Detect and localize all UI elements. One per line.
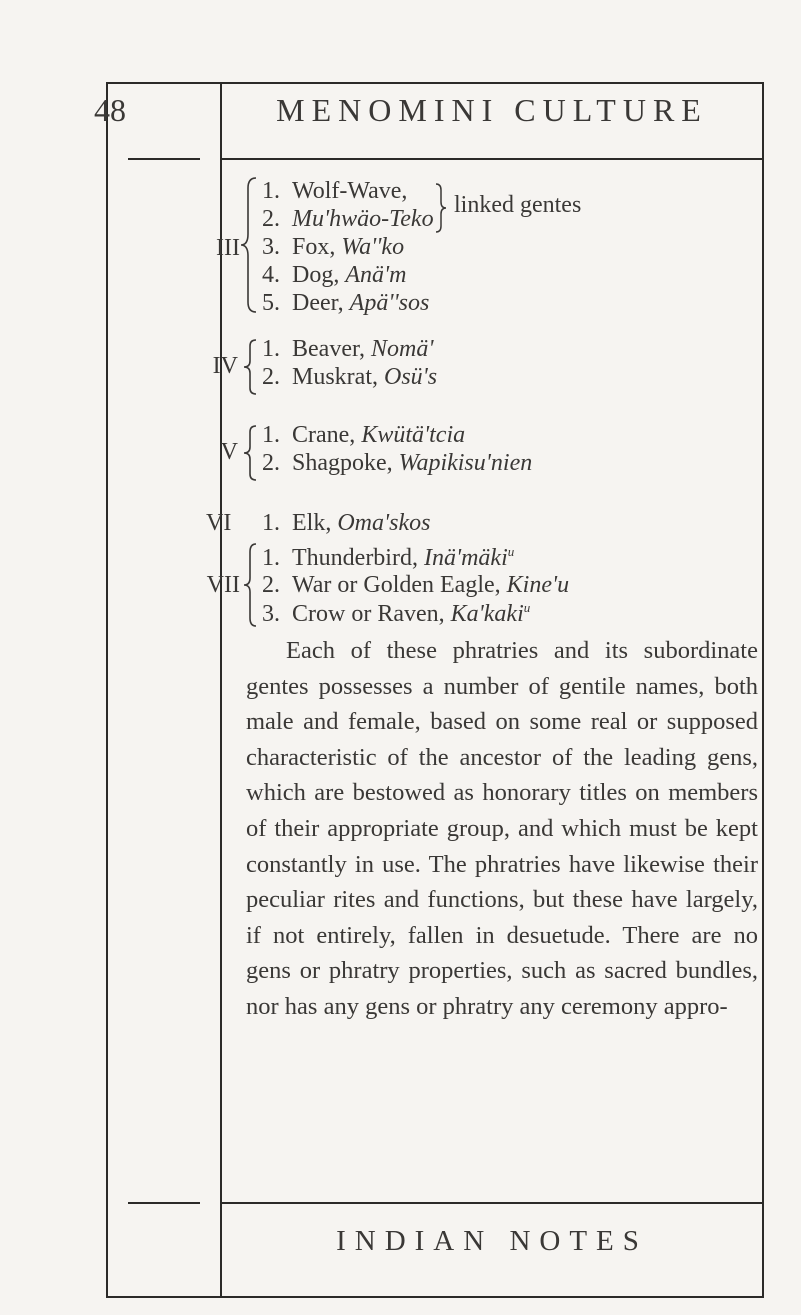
gens-item: 4. Dog, Anä'm [262,262,407,288]
left-brace-icon [242,424,258,482]
gens-item: 2. War or Golden Eagle, Kine'u [262,572,570,598]
gens-item: 1. Wolf-Wave, [262,178,408,204]
linked-gentes-note: linked gentes [454,192,582,218]
phratry-numeral: V [220,439,238,465]
gens-item: 3. Fox, Wa''ko [262,234,405,260]
page-number: 48 [94,92,126,128]
footer-rule-right [222,1202,762,1204]
frame-left-rule [106,82,108,1298]
right-brace-icon [434,182,448,234]
gens-item: 1. Beaver, Nomä' [262,336,434,362]
gens-item: 1. Crane, Kwütä'tcia [262,422,466,448]
footer-title: INDIAN NOTES [336,1225,648,1257]
gens-item: 1. Elk, Oma'skos [262,510,431,536]
gens-item: 5. Deer, Apä''sos [262,290,430,316]
phratry-numeral: III [216,235,240,261]
gens-item: 2. Mu'hwäo-Teko [262,206,434,232]
left-brace-icon [240,176,258,314]
phratry-numeral: IV [212,353,238,379]
header-rule-left [128,158,200,160]
gens-item: 1. Thunderbird, Inä'mäki$^u$ [262,544,515,571]
header-rule-right [222,158,762,160]
frame-bottom-rule [106,1296,764,1298]
frame-column-rule [220,82,222,1298]
phratry-numeral: VI [206,510,232,536]
gens-item: 2. Muskrat, Osü's [262,364,438,390]
gens-item: 2. Shagpoke, Wapikisu'nien [262,450,533,476]
footer-rule-left [128,1202,200,1204]
gens-item: 3. Crow or Raven, Ka'kaki$^u$ [262,600,531,627]
frame-right-rule [762,82,764,1298]
frame-top-rule [106,82,764,84]
phratry-numeral: VII [206,572,240,598]
left-brace-icon [242,338,258,396]
left-brace-icon [242,542,258,628]
body-paragraph: Each of these phratries and its subordinate gentes possesses a number of gentile names, both male and female, based on some real or supposed characteristic of the ancestor of the leading gens, which are bestowed as honorary titles on members of their appropriate group, and which must be kept constantly in use. The phratries have likewise their peculiar rites and functions, but these have largely, if not entirely, fallen in desuetude. There are no gens or phratry properties, such as sacred bundles, nor has any gens or phratry any ceremony appro- [246,637,758,1020]
running-head: MENOMINI CULTURE [276,92,708,128]
